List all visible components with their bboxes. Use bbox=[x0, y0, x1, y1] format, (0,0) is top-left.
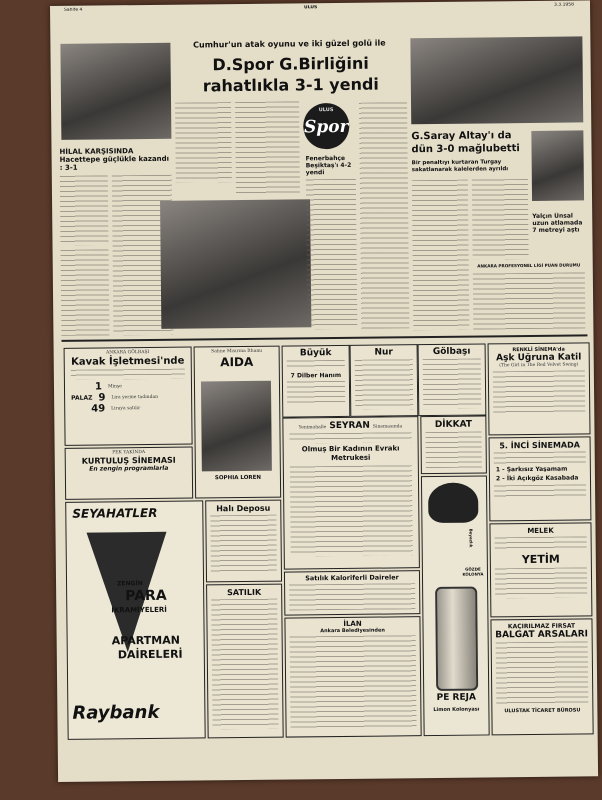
page-header bbox=[64, 3, 574, 16]
ad-dikkat: DİKKAT bbox=[420, 415, 487, 474]
ad-golbasi: Gölbaşı bbox=[418, 343, 487, 416]
sports-photo-1 bbox=[60, 43, 171, 140]
paper-name: ULUS bbox=[304, 5, 318, 11]
ad-kurtulus: PEK YAKINDA KURTULUŞ SİNEMASI En zengin programlarla bbox=[65, 447, 194, 500]
ad-seyahatler: SEYAHATLER ZENGİN PARA İKRAMİYELERİ APARTMAN DAİRELERİ Raybank bbox=[65, 500, 205, 739]
sophia-loren-photo bbox=[201, 381, 272, 472]
league-table-title: ANKARA PROFESYONEL LİGİ PUAN DURUMU bbox=[477, 262, 581, 269]
hilal-headline: HİLAL KARŞISINDA Hacettepe güçlükle kazandı : 3-1 bbox=[59, 147, 170, 172]
ad-ask-ugruna-katil: RENKLİ SİNEMA'da Aşk Uğruna Katil (The Girl in The Red Velvet Swing) bbox=[488, 342, 591, 435]
ulus-spor-logo: ULUS Spor bbox=[303, 103, 349, 149]
fener-article bbox=[306, 179, 358, 330]
hilal-lineup-box bbox=[60, 175, 109, 245]
main-subheadline: Cumhur'un atak oyunu ve iki güzel golü ile bbox=[193, 38, 386, 50]
ad-belediye-ilan: İLAN Ankara Belediyesinden bbox=[284, 616, 421, 737]
ad-melek: MELEK YETİM bbox=[489, 522, 592, 617]
gsaray-headline: G.Saray Altay'ı da dün 3-0 mağlubetti bbox=[411, 130, 520, 156]
newspaper-page bbox=[50, 0, 598, 782]
woman-illustration bbox=[428, 483, 478, 524]
ad-hali-deposu: Halı Deposu bbox=[205, 500, 282, 583]
raybank-brand: Raybank bbox=[72, 701, 160, 724]
athlete-portrait bbox=[531, 130, 584, 201]
page-date: 3.3.1958 bbox=[553, 2, 575, 8]
ad-kavak: ANKARA GÖLBAŞI Kavak İşletmesi'nde 1 Minşe PALAZ 9 Lira yerine tadından 49 Liraya satılır bbox=[64, 347, 193, 446]
gsaray-article-1 bbox=[412, 180, 470, 331]
karagumruk-article bbox=[359, 102, 409, 328]
fener-headline: Fenerbahçe Beşiktaş'ı 4-2 yendi bbox=[305, 154, 352, 177]
ad-satilik: SATILIK bbox=[206, 584, 284, 739]
dspor-article bbox=[235, 101, 300, 196]
gsaray-subheadline: Bir penaltıyı kurtaran Turgay sakatlanarak kalelerden ayrıldı bbox=[411, 159, 509, 174]
cologne-bottle bbox=[435, 587, 478, 691]
league-table bbox=[473, 272, 586, 329]
ad-buyuk: Büyük 7 Dilber Hanım bbox=[282, 345, 351, 418]
ad-inci: 5. İNCİ SİNEMADA 1 - Şarkısız Yaşamam 2 - İki Açıkgöz Kasabada bbox=[489, 436, 592, 521]
ad-balgat: KAÇIRILMAZ FIRSAT BALGAT ARSALARI ULUSTAK TİCARET BÜROSU bbox=[490, 618, 593, 735]
ad-aida: Sahne Mısırına İthamı AIDA SOPHIA LOREN bbox=[194, 346, 282, 499]
ad-pereja: Beyazlık GÖZDE KOLONYA PE REJA Limon Kolonyası bbox=[421, 475, 490, 736]
sports-photo-3 bbox=[410, 36, 583, 124]
ad-kaloriferli: Satılık Kaloriferli Daireler bbox=[284, 570, 420, 615]
ad-nur: Nur bbox=[350, 344, 419, 417]
dspor-lineup bbox=[175, 102, 232, 183]
yalcin-headline: Yalçın Ünsal uzun atlamada 7 metreyi aştı bbox=[532, 212, 583, 234]
page-number: Sahife 4 bbox=[64, 7, 83, 13]
gsaray-article-2 bbox=[472, 179, 529, 260]
main-headline: D.Spor G.Birliğini rahatlıkla 3-1 yendi bbox=[202, 53, 379, 96]
hilal-text-2 bbox=[61, 249, 110, 335]
sports-photo-2 bbox=[160, 199, 311, 329]
section-divider bbox=[61, 334, 587, 342]
ad-seyran: Yenimahalle SEYRAN Sinemasında Olmuş Bir Kadının Evrakı Metrukesi bbox=[282, 416, 420, 569]
